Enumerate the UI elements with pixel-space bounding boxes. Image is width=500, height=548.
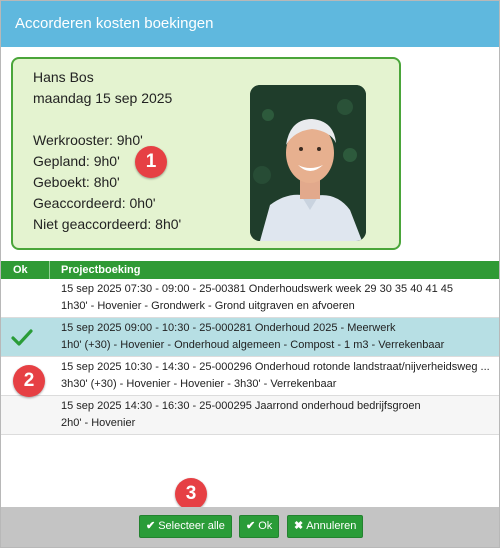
close-icon: ✖: [294, 520, 304, 532]
column-ok-header: Ok: [13, 264, 28, 276]
dialog-footer: [1, 507, 499, 547]
booking-details: 2h0' - Hovenier: [61, 417, 136, 429]
cancel-button[interactable]: [287, 515, 363, 538]
stat-schedule: Werkrooster: 9h0': [33, 132, 143, 148]
employee-info-card: [11, 57, 401, 250]
table-row[interactable]: [1, 357, 499, 396]
booking-details: 1h30' - Hovenier - Grondwerk - Grond uitgraven en afvoeren: [61, 300, 355, 312]
ok-button[interactable]: [239, 515, 279, 538]
checkmark-icon[interactable]: [11, 327, 33, 347]
booking-details: 3h30' (+30) - Hovenier - Hovenier - 3h30' - Verrekenbaar: [61, 378, 337, 390]
callout-marker-3: 3: [175, 478, 207, 510]
callout-marker-2: 2: [13, 365, 45, 397]
employee-photo: [250, 85, 366, 241]
check-icon: ✔: [146, 520, 156, 532]
stat-planned: Gepland: 9h0': [33, 153, 120, 169]
booking-time-project: 15 sep 2025 09:00 - 10:30 - 25-000281 Onderhoud 2025 - Meerwerk: [61, 322, 396, 334]
table-row[interactable]: [1, 396, 499, 435]
select-all-label: Selecteer alle: [158, 520, 225, 532]
booking-date: maandag 15 sep 2025: [33, 90, 173, 106]
stat-booked: Geboekt: 8h0': [33, 174, 120, 190]
ok-label: Ok: [258, 520, 273, 532]
cancel-label: Annuleren: [306, 520, 357, 532]
select-all-button[interactable]: [139, 515, 232, 538]
stat-not-approved: Niet geaccordeerd: 8h0': [33, 216, 182, 232]
bookings-table: [1, 279, 499, 435]
booking-details: 1h0' (+30) - Hovenier - Onderhoud algemeen - Compost - 1 m3 - Verrekenbaar: [61, 339, 445, 351]
check-icon: ✔: [246, 520, 256, 532]
callout-marker-1: 1: [135, 146, 167, 178]
stat-approved: Geaccordeerd: 0h0': [33, 195, 156, 211]
employee-name: Hans Bos: [33, 69, 94, 85]
booking-time-project: 15 sep 2025 07:30 - 09:00 - 25-00381 Onderhoudswerk week 29 30 35 40 41 45: [61, 283, 454, 295]
booking-time-project: 15 sep 2025 14:30 - 16:30 - 25-000295 Jaarrond onderhoud bedrijfsgroen: [61, 400, 421, 412]
dialog-title: Accorderen kosten boekingen: [1, 1, 499, 47]
bookings-table-header: [1, 261, 499, 279]
column-booking-header: Projectboeking: [61, 264, 141, 276]
booking-time-project: 15 sep 2025 10:30 - 14:30 - 25-000296 Onderhoud rotonde landstraat/nijverheidsweg ...: [61, 361, 490, 373]
table-row[interactable]: [1, 279, 499, 318]
table-row[interactable]: [1, 318, 499, 357]
